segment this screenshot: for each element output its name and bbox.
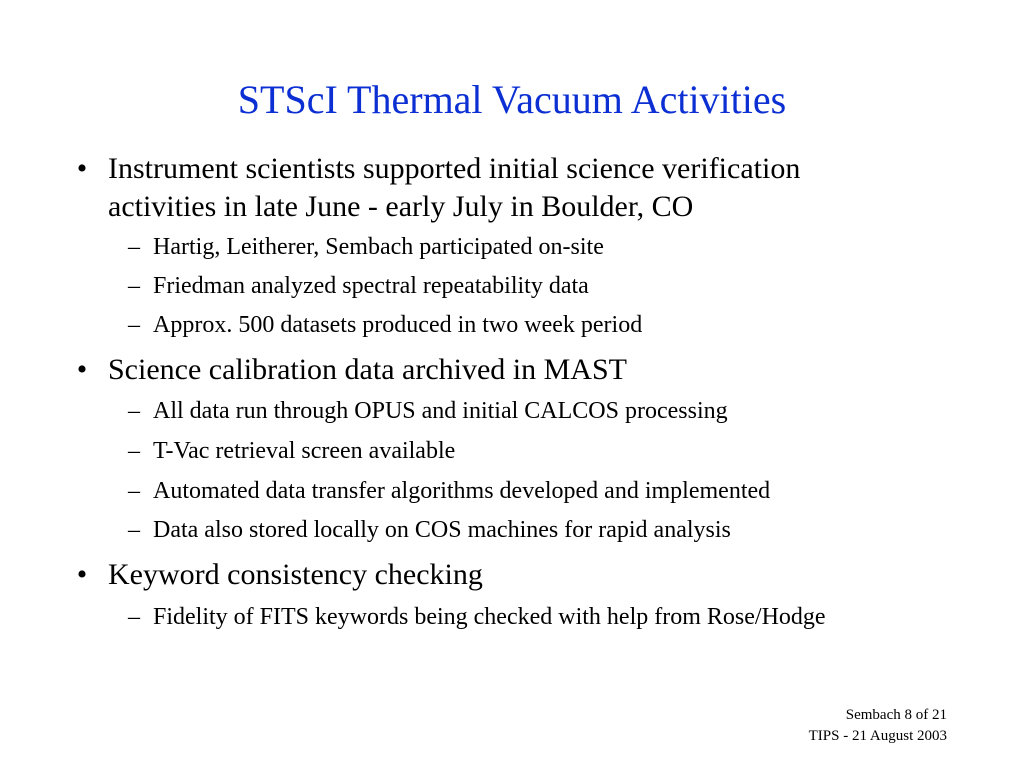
sub-bullet-marker: – [128, 273, 140, 299]
sub-bullet-item-1-2 [128, 271, 993, 301]
sub-bullet-text: Hartig, Leitherer, Sembach participated on-site [153, 234, 604, 260]
sub-bullet-text: All data run through OPUS and initial CALCOS processing [153, 398, 728, 424]
sub-bullet-text: Friedman analyzed spectral repeatability data [153, 273, 589, 299]
sub-bullet-marker: – [128, 517, 140, 543]
sub-bullet-item-1-1 [128, 232, 993, 262]
sub-bullet-item-3-1 [128, 602, 993, 632]
footer-event-label: TIPS - 21 August 2003 [808, 728, 947, 744]
sub-bullet-text: Approx. 500 datasets produced in two week period [153, 312, 643, 338]
sub-bullet-text: Automated data transfer algorithms developed and implemented [153, 478, 771, 504]
sub-bullet-item-2-4 [128, 515, 993, 545]
bullet-marker: • [76, 353, 88, 386]
slide-title: STScI Thermal Vacuum Activities [237, 77, 787, 122]
bullet-item-1 [76, 150, 968, 226]
sub-bullet-item-2-2 [128, 436, 993, 466]
bullet-marker: • [76, 152, 88, 185]
sub-bullet-text: Data also stored locally on COS machines for rapid analysis [153, 517, 731, 543]
bullet-text: Keyword consistency checking [108, 558, 483, 591]
slide-footer [700, 705, 947, 747]
sub-bullet-item-2-3 [128, 476, 993, 506]
sub-bullet-marker: – [128, 234, 140, 260]
footer-page-label: Sembach 8 of 21 [845, 707, 947, 723]
sub-bullet-item-2-1 [128, 396, 993, 426]
sub-bullet-marker: – [128, 478, 140, 504]
sub-bullet-text: Fidelity of FITS keywords being checked with help from Rose/Hodge [153, 604, 826, 630]
bullet-marker: • [76, 558, 88, 591]
bullet-text-line-2: activities in late June - early July in Boulder, CO [108, 190, 694, 223]
bullet-text-line-1: Instrument scientists supported initial science verification [108, 152, 801, 185]
sub-bullet-marker: – [128, 438, 140, 464]
sub-bullet-text: T-Vac retrieval screen available [153, 438, 456, 464]
sub-bullet-item-1-3 [128, 310, 993, 340]
bullet-text: Science calibration data archived in MAST [108, 353, 627, 386]
sub-bullet-marker: – [128, 312, 140, 338]
bullet-item-2 [76, 351, 968, 389]
sub-bullet-marker: – [128, 604, 140, 630]
sub-bullet-marker: – [128, 398, 140, 424]
bullet-item-3 [76, 556, 968, 594]
